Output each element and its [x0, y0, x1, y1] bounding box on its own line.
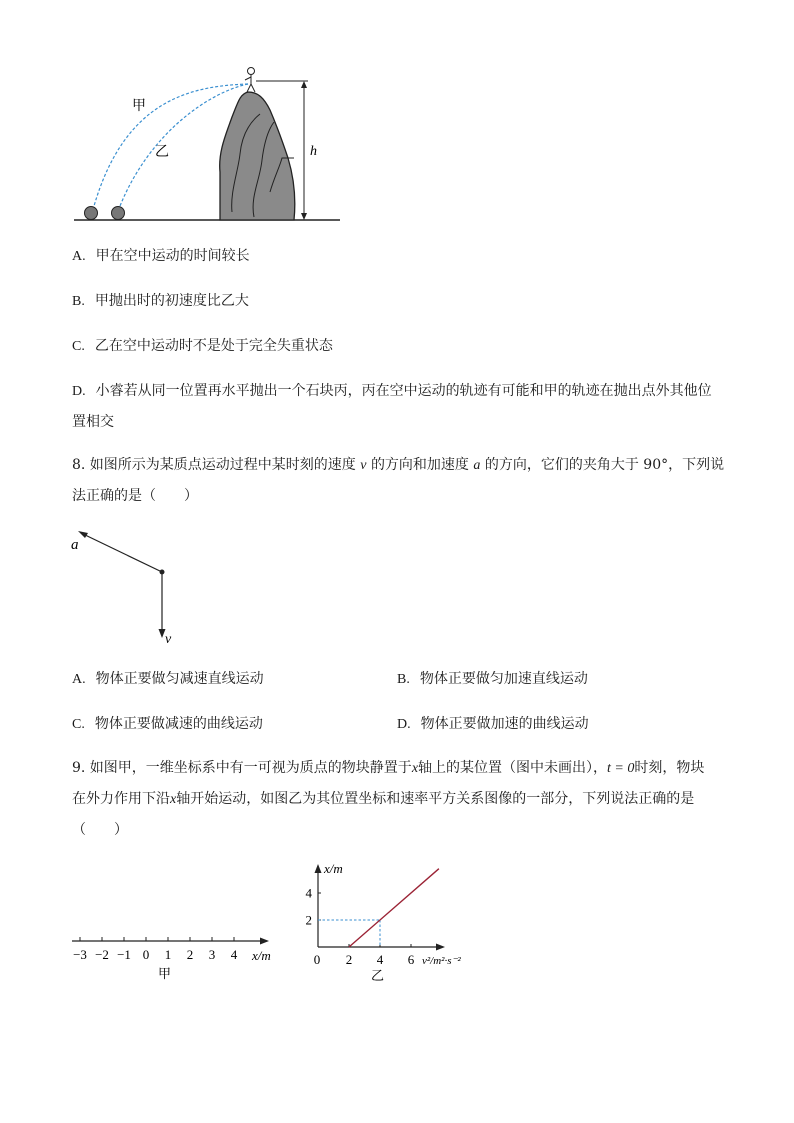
q8-stem-line1: [72, 455, 724, 476]
q7-option-b: [72, 291, 249, 312]
q8-text: 的方向，它们的夹角大于 90°，下列说: [484, 457, 725, 473]
option-text: 物体正要做减速的曲线运动: [94, 716, 263, 732]
height-label: h: [310, 144, 317, 159]
person-icon: [245, 68, 255, 93]
fig-yi-chart: [300, 858, 485, 986]
rock-shape: [220, 92, 295, 220]
x-tick-label: 2: [345, 952, 353, 967]
fig7-cliff-diagram: [70, 62, 350, 226]
v-symbol: v: [360, 458, 367, 473]
q9-stem-line3: [72, 820, 128, 840]
fig-yi-caption: 乙: [371, 968, 385, 983]
option-label: D.: [397, 717, 411, 732]
option-label: B.: [397, 672, 410, 687]
number-line-unit: x/m: [252, 948, 271, 963]
option-text: 物体正要做匀加速直线运动: [419, 671, 588, 687]
option-label: C.: [72, 339, 85, 354]
x-tick-label: 4: [376, 952, 384, 967]
ball-yi: [112, 207, 125, 220]
q8-option-b: [397, 669, 588, 690]
q9-stem-line2: [72, 789, 694, 810]
y-axis-label: x/m: [324, 861, 343, 876]
number-line-tick-label: −1: [117, 947, 131, 962]
number-line-tick-label: −3: [73, 947, 87, 962]
q9-text: 在外力作用下沿: [72, 791, 170, 807]
q8-text: 8. 如图所示为某质点运动过程中某时刻的速度: [72, 457, 356, 473]
ball-jia: [85, 207, 98, 220]
number-line-tick-label: 4: [230, 947, 238, 962]
x-symbol: x: [170, 792, 177, 807]
option-label: D.: [72, 384, 86, 399]
option-text: 小睿若从同一位置再水平抛出一个石块丙，丙在空中运动的轨迹有可能和甲的轨迹在抛出点外其他位: [95, 383, 712, 399]
option-label: B.: [72, 294, 85, 309]
y-axis-arrow: [315, 864, 322, 873]
option-label: C.: [72, 717, 85, 732]
q9-text: 轴上的某位置（图中未画出），: [418, 760, 608, 776]
q8-text: 法正确的是（ ）: [72, 488, 198, 504]
q8-text: 的方向和加速度: [370, 457, 469, 473]
option-text: 甲抛出时的初速度比乙大: [94, 293, 249, 309]
q9-text: 9. 如图甲，一维坐标系中有一可视为质点的物块静置于: [72, 760, 412, 776]
x-tick-label: 6: [407, 952, 415, 967]
label-a: a: [71, 537, 79, 553]
option-text: 物体正要做加速的曲线运动: [420, 716, 589, 732]
option-text: 乙在空中运动时不是处于完全失重状态: [94, 338, 333, 354]
q7-option-d-cont: [72, 412, 114, 432]
a-symbol: a: [473, 458, 481, 473]
option-label: A.: [72, 672, 86, 687]
x-tick-label: 0: [313, 952, 321, 967]
t-equation: t = 0: [607, 761, 635, 776]
acceleration-arrow: [81, 533, 162, 572]
fig-jia-caption: 甲: [158, 966, 172, 981]
q7-option-d: [72, 381, 712, 402]
option-text: 甲在空中运动的时间较长: [95, 248, 250, 264]
label-jia: 甲: [132, 99, 146, 114]
q9-text: 时刻，物块: [634, 760, 705, 776]
q9-text: 轴开始运动，如图乙为其位置坐标和速率平方关系图像的一部分，下列说法正确的是: [176, 791, 695, 807]
q9-text: （ ）: [72, 822, 128, 838]
number-line-tick-label: 0: [142, 947, 150, 962]
q9-stem-line1: [72, 758, 704, 779]
x-symbol: x: [411, 761, 419, 776]
q8-option-a: [72, 669, 264, 690]
q8-option-d: [397, 714, 589, 735]
number-line-tick-label: 1: [164, 947, 172, 962]
option-text: 物体正要做匀减速直线运动: [95, 671, 264, 687]
number-line-tick-label: −2: [95, 947, 109, 962]
q8-option-c: [72, 714, 263, 735]
number-line-tick-label: 2: [186, 947, 194, 962]
q7-option-a: [72, 246, 250, 267]
option-label: A.: [72, 249, 86, 264]
x-axis-arrow: [436, 944, 445, 951]
y-tick-label: 2: [305, 912, 312, 928]
x-axis-label: v²/m²·s⁻²: [422, 955, 461, 967]
fig8-vector-diagram: [66, 525, 186, 650]
particle-point: [160, 570, 165, 575]
y-tick-label: 4: [305, 885, 312, 901]
number-line-tick-label: 3: [208, 947, 216, 962]
data-line: [349, 869, 439, 947]
q7-option-c: [72, 336, 333, 357]
label-yi: 乙: [155, 145, 169, 160]
label-v: v: [165, 632, 172, 647]
q8-stem-line2: [72, 486, 198, 506]
option-text-cont: 置相交: [72, 414, 114, 430]
fig-jia-number-line: [66, 928, 296, 984]
